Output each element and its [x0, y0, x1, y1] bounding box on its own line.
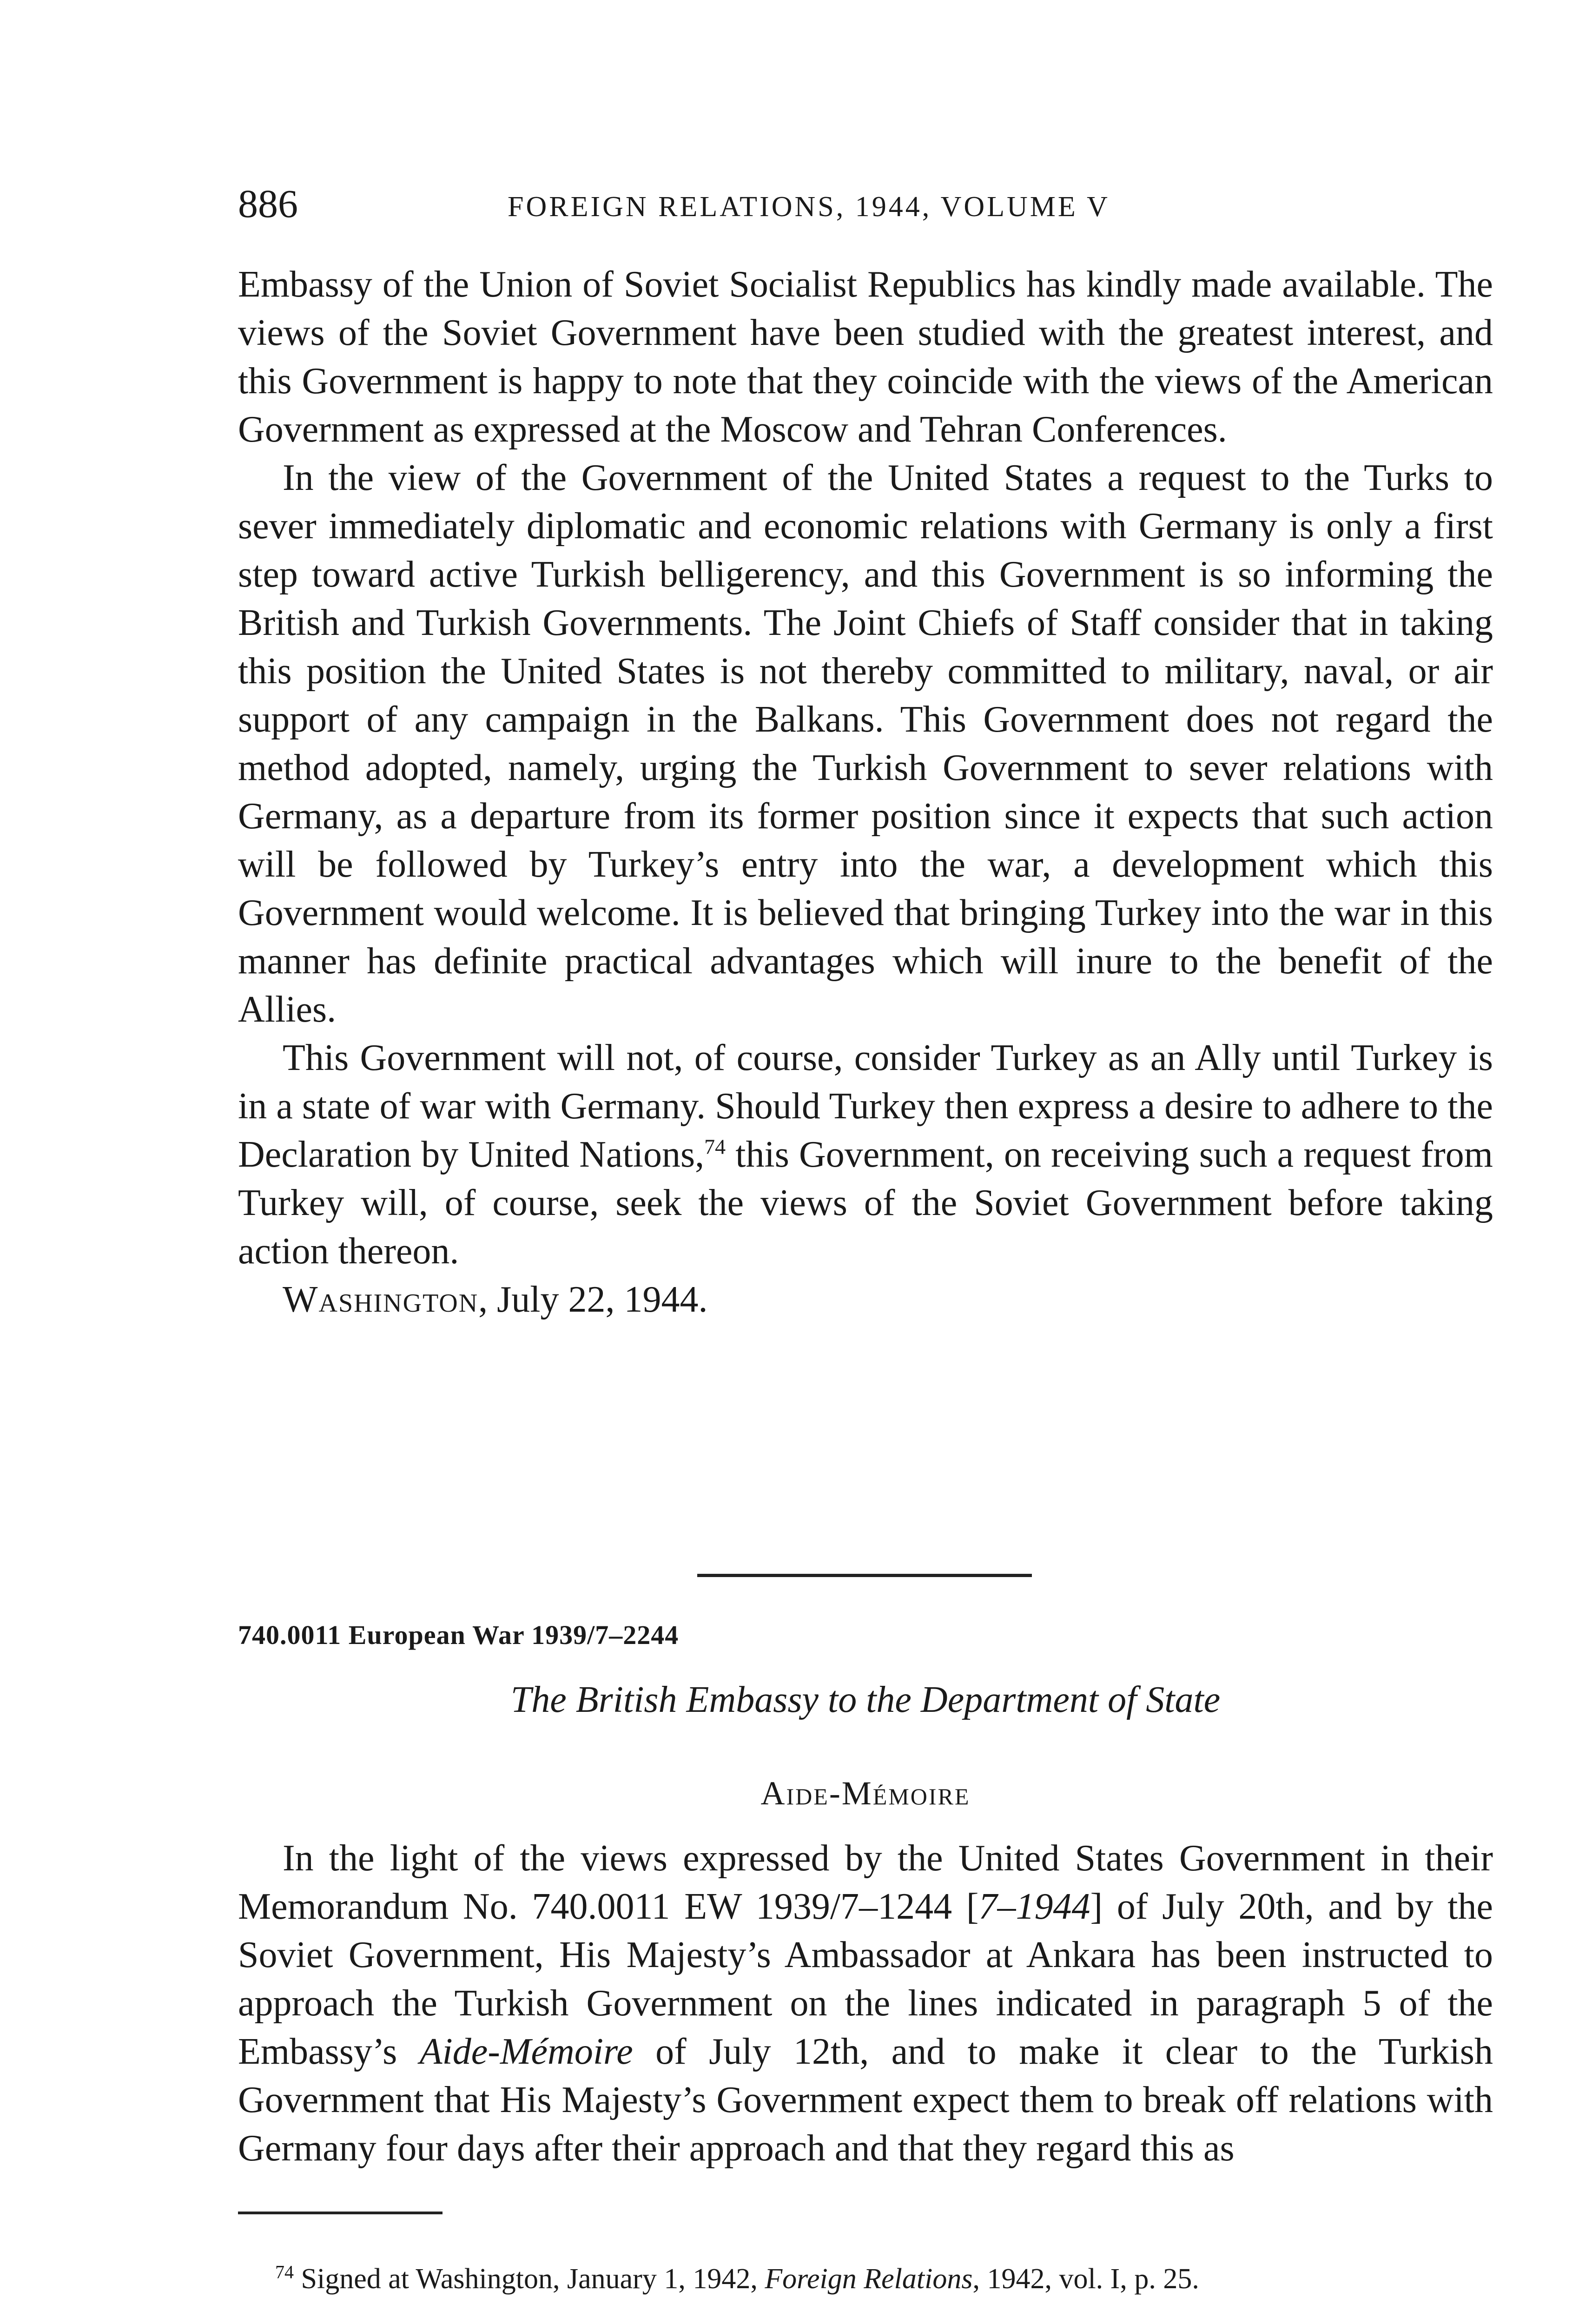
aide-text-b: ] of July 20th, and by the Soviet Government, His Majesty’s Ambassador at Ankara has been instructed to approach the Turkish Government on the lines indicated in paragraph 5 of the Embassy’s	[238, 1886, 1493, 2072]
aide-text-a: In the light of the views expressed by the United States Government in their Memorandum No. 740.0011 EW 1939/7–1244 [	[238, 1838, 1493, 1927]
aide-memoire-paragraph-1	[238, 1834, 1493, 2172]
dateline-place: Washington	[283, 1279, 479, 1320]
footnote-74	[238, 2258, 1493, 2300]
footnote-text-b: , 1942, vol. I, p. 25.	[972, 2263, 1199, 2295]
aide-memoire-body	[238, 1834, 1493, 2172]
footnote-italic: Foreign Relations	[765, 2263, 973, 2295]
file-number: 740.0011 European War 1939/7–2244	[238, 1620, 679, 1650]
dateline-date: , July 22, 1944.	[478, 1279, 708, 1320]
page-number: 886	[238, 181, 298, 226]
aide-bracket-date: 7–1944	[978, 1886, 1090, 1927]
memo-body	[238, 260, 1493, 1324]
memo-paragraph-3	[238, 1034, 1493, 1275]
aide-memoire-italic: Aide-Mémoire	[419, 2031, 633, 2072]
aide-text-c: of July 12th, and to make it clear to the Turkish Government that His Majesty’s Government expect them to break off relations with Germany four days after their approach and that they regard this as	[238, 2031, 1493, 2169]
section-divider	[697, 1574, 1032, 1577]
memo-paragraph-1: Embassy of the Union of Soviet Socialist Republics has kindly made available. The views of the Soviet Government have been studied with the greatest interest, and this Government is happy to note that they coincide with the views of the American Government as expressed at the Moscow and Tehran Conferences.	[238, 264, 1493, 450]
document-heading: The British Embassy to the Department of State	[510, 1679, 1221, 1720]
footnote-text-a: Signed at Washington, January 1, 1942,	[294, 2263, 765, 2295]
memo-paragraph-2: In the view of the Government of the United States a request to the Turks to sever immediately diplomatic and economic relations with Germany is only a first step toward active Turkish belligerency, and this Government is so informing the British and Turkish Governments. The Joint Chiefs of Staff consider that in taking this position the United States is not thereby committed to military, naval, or air support of any campaign in the Balkans. This Government does not regard the method adopted, namely, urging the Turkish Government to sever relations with Germany, as a departure from its former position since it expects that such action will be followed by Turkey’s entry into the war, a development which this Government would welcome. It is believed that bringing Turkey into the war in this manner has definite practical advantages which will inure to the benefit of the Allies.	[238, 457, 1493, 1030]
dateline	[238, 1275, 1493, 1324]
footnote-rule	[238, 2212, 443, 2214]
running-title: FOREIGN RELATIONS, 1944, VOLUME V	[508, 191, 1110, 223]
memo-paragraph-3-text-b: this Government, on receiving such a request from Turkey will, of course, seek the views of the Soviet Government before taking action thereon.	[238, 1134, 1493, 1272]
memo-paragraph-3-text-a: This Government will not, of course, consider Turkey as an Ally until Turkey is in a state of war with Germany. Should Turkey then express a desire to adhere to the Declaration by United Nations,	[238, 1037, 1493, 1175]
footnote-mark: 74	[275, 2261, 294, 2283]
footnote-reference-74: 74	[704, 1135, 726, 1159]
running-head	[238, 180, 1493, 231]
aide-memoire-heading: Aide-Mémoire	[760, 1775, 971, 1812]
